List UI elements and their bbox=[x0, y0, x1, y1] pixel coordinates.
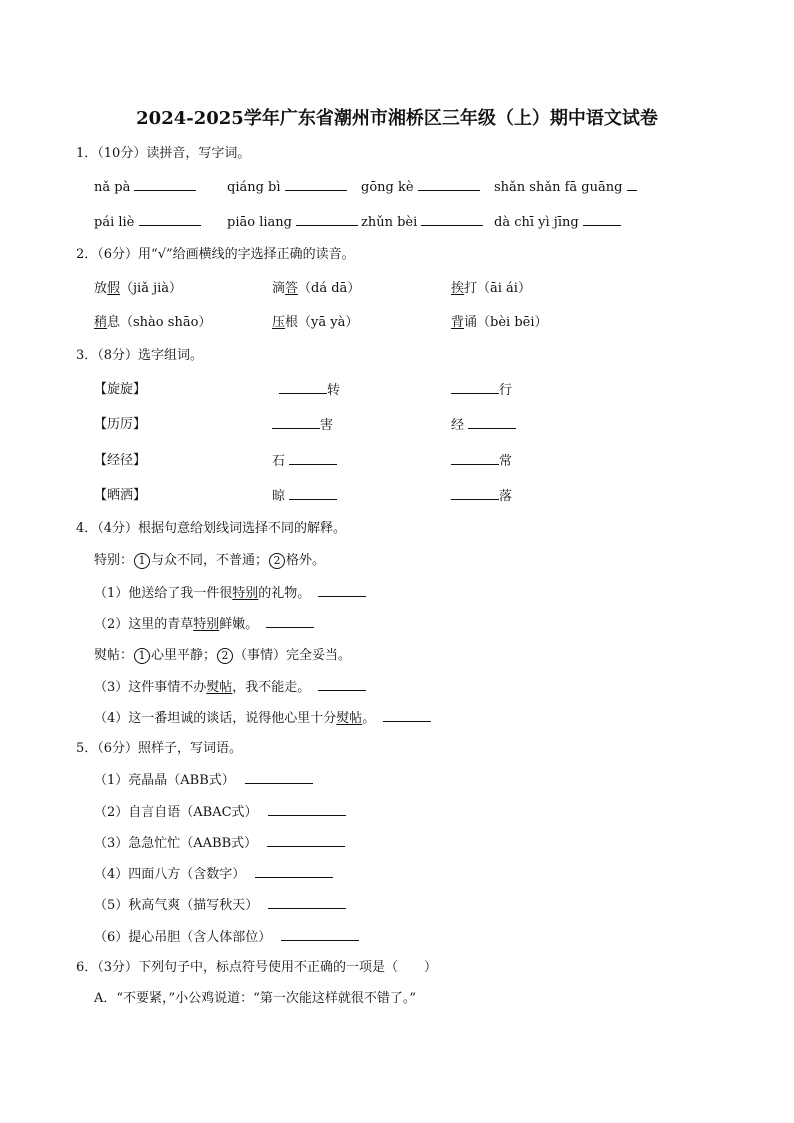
q2-item bbox=[94, 314, 211, 332]
q4-sentence bbox=[94, 615, 314, 633]
text: （3）这件事情不办 bbox=[94, 680, 207, 695]
char: 害 bbox=[320, 418, 334, 433]
answer-blank[interactable] bbox=[583, 213, 621, 226]
q5-item bbox=[94, 834, 345, 852]
answer-blank[interactable] bbox=[281, 928, 359, 941]
pinyin: gōng kè bbox=[361, 180, 414, 195]
char: 放 bbox=[94, 281, 108, 296]
text: 。 bbox=[362, 711, 376, 726]
q2-item bbox=[451, 314, 548, 332]
answer-blank[interactable] bbox=[255, 865, 333, 878]
text: （4）这一番坦诚的谈话，说得他心里十分 bbox=[94, 711, 337, 726]
text: 的礼物。 bbox=[258, 586, 311, 601]
q5-item bbox=[94, 771, 313, 789]
prompt: （5）秋高气爽（描写秋天） bbox=[94, 898, 259, 913]
q3-word bbox=[451, 381, 512, 399]
prompt: （4）四面八方（含数字） bbox=[94, 867, 246, 882]
pinyin-options[interactable]: 根（yā yà） bbox=[285, 315, 359, 330]
q4-header: 4．（4分）根据句意给划线词选择不同的解释。 bbox=[76, 521, 347, 536]
answer-blank[interactable] bbox=[268, 803, 346, 816]
meaning: 心里平静； bbox=[151, 648, 217, 663]
circled-number: 2 bbox=[269, 553, 285, 569]
q1-item bbox=[227, 178, 347, 196]
q3-word bbox=[451, 452, 512, 470]
answer-blank[interactable] bbox=[272, 416, 320, 429]
answer-blank[interactable] bbox=[289, 487, 337, 500]
q6-option-a[interactable]: A．“不要紧，”小公鸡说道：“第一次能这样就很不错了。” bbox=[94, 991, 416, 1006]
q1-item bbox=[94, 178, 196, 196]
answer-blank[interactable] bbox=[421, 213, 483, 226]
q2-item bbox=[451, 280, 531, 298]
underlined-char: 压 bbox=[272, 315, 286, 330]
underlined-char: 假 bbox=[107, 281, 121, 296]
q5-item bbox=[94, 896, 346, 914]
answer-blank[interactable] bbox=[279, 381, 327, 394]
answer-blank[interactable] bbox=[418, 178, 480, 191]
term: 特别： bbox=[94, 553, 134, 568]
q4-sentence bbox=[94, 709, 431, 727]
pinyin: nǎ pà bbox=[94, 180, 131, 195]
q5-item bbox=[94, 803, 346, 821]
pinyin-options[interactable]: （dá dā） bbox=[298, 281, 361, 296]
answer-blank[interactable] bbox=[296, 213, 358, 226]
char: 滴 bbox=[272, 281, 286, 296]
q5-header: 5．（6分）照样子，写词语。 bbox=[76, 741, 243, 756]
q1-item bbox=[494, 213, 621, 231]
pinyin-options[interactable]: （jiǎ jià） bbox=[120, 281, 183, 296]
q4-sentence bbox=[94, 678, 366, 696]
prompt: （3）急急忙忙（AABB式） bbox=[94, 836, 258, 851]
q5-item bbox=[94, 928, 359, 946]
answer-blank[interactable] bbox=[451, 452, 499, 465]
char: 落 bbox=[499, 489, 513, 504]
pinyin: zhǔn bèi bbox=[361, 215, 418, 230]
circled-number: 1 bbox=[134, 553, 150, 569]
answer-blank[interactable] bbox=[468, 416, 516, 429]
q3-label: 【旋旋】 bbox=[94, 382, 147, 397]
pinyin: pái liè bbox=[94, 215, 135, 230]
underlined-char: 答 bbox=[285, 281, 299, 296]
meaning: （事情）完全妥当。 bbox=[234, 648, 352, 663]
char: 石 bbox=[272, 454, 286, 469]
q3-word bbox=[451, 416, 516, 434]
text: （2）这里的青草 bbox=[94, 617, 194, 632]
q6-header: 6．（3分）下列句子中，标点符号使用不正确的一项是（ ） bbox=[76, 960, 438, 975]
answer-blank[interactable] bbox=[134, 178, 196, 191]
answer-blank[interactable] bbox=[268, 896, 346, 909]
underlined-word: 熨帖 bbox=[206, 680, 233, 695]
underlined-char: 背 bbox=[451, 315, 465, 330]
q4-definition bbox=[94, 647, 351, 665]
q2-header: 2．（6分）用“√”给画横线的字选择正确的读音。 bbox=[76, 247, 355, 262]
underlined-word: 特别 bbox=[232, 586, 259, 601]
q3-word bbox=[451, 487, 512, 505]
answer-blank[interactable] bbox=[267, 834, 345, 847]
char: 常 bbox=[499, 454, 513, 469]
prompt: （6）提心吊胆（含人体部位） bbox=[94, 930, 272, 945]
q3-label: 【经径】 bbox=[94, 453, 147, 468]
q2-item bbox=[272, 314, 358, 332]
char: 晾 bbox=[272, 489, 286, 504]
q3-header: 3．（8分）选字组词。 bbox=[76, 348, 204, 363]
answer-blank[interactable] bbox=[451, 487, 499, 500]
answer-blank[interactable] bbox=[266, 615, 314, 628]
char: 转 bbox=[327, 383, 341, 398]
circled-number: 2 bbox=[217, 648, 233, 664]
q2-item bbox=[272, 280, 360, 298]
prompt: （1）亮晶晶（ABB式） bbox=[94, 773, 235, 788]
q3-word bbox=[272, 452, 337, 470]
circled-number: 1 bbox=[134, 648, 150, 664]
pinyin: shǎn shǎn fā guāng bbox=[494, 180, 623, 195]
char: 经 bbox=[451, 418, 465, 433]
underlined-word: 熨帖 bbox=[336, 711, 363, 726]
meaning: 格外。 bbox=[286, 553, 326, 568]
q1-item bbox=[361, 178, 480, 196]
q3-label: 【历厉】 bbox=[94, 417, 147, 432]
pinyin-options[interactable]: 打（āi ái） bbox=[464, 281, 531, 296]
q3-word bbox=[272, 416, 333, 434]
q1-item bbox=[227, 213, 358, 231]
pinyin: qiáng bì bbox=[227, 180, 281, 195]
answer-blank[interactable] bbox=[627, 178, 637, 191]
answer-blank[interactable] bbox=[285, 178, 347, 191]
answer-blank[interactable] bbox=[139, 213, 201, 226]
pinyin: dà chī yì jīng bbox=[494, 215, 579, 230]
underlined-char: 挨 bbox=[451, 281, 465, 296]
q1-item bbox=[361, 213, 483, 231]
underlined-char: 稍 bbox=[94, 315, 108, 330]
q4-definition bbox=[94, 552, 325, 570]
q1-header: 1．（10分）读拼音，写字词。 bbox=[76, 146, 251, 161]
answer-blank[interactable] bbox=[245, 771, 313, 784]
text: ，我不能走。 bbox=[232, 680, 311, 695]
q1-item bbox=[494, 178, 637, 196]
answer-blank[interactable] bbox=[383, 709, 431, 722]
answer-blank[interactable] bbox=[318, 584, 366, 597]
q3-word bbox=[279, 381, 340, 399]
answer-blank[interactable] bbox=[451, 381, 499, 394]
pinyin-options[interactable]: 息（shào shāo） bbox=[107, 315, 212, 330]
char: 行 bbox=[499, 383, 513, 398]
underlined-word: 特别 bbox=[193, 617, 220, 632]
text: （1）他送给了我一件很 bbox=[94, 586, 233, 601]
q5-item bbox=[94, 865, 333, 883]
pinyin: piāo liang bbox=[227, 215, 292, 230]
answer-blank[interactable] bbox=[289, 452, 337, 465]
answer-blank[interactable] bbox=[318, 678, 366, 691]
prompt: （2）自言自语（ABAC式） bbox=[94, 805, 258, 820]
q3-label: 【晒洒】 bbox=[94, 488, 147, 503]
page-title: 2024-2025学年广东省潮州市湘桥区三年级（上）期中语文试卷 bbox=[136, 108, 658, 129]
text: 鲜嫩。 bbox=[219, 617, 259, 632]
meaning: 与众不同，不普通； bbox=[151, 553, 269, 568]
pinyin-options[interactable]: 诵（bèi bēi） bbox=[464, 315, 548, 330]
q3-word bbox=[272, 487, 337, 505]
q2-item bbox=[94, 280, 182, 298]
term: 熨帖： bbox=[94, 648, 134, 663]
q1-item bbox=[94, 213, 201, 231]
q4-sentence bbox=[94, 584, 366, 602]
